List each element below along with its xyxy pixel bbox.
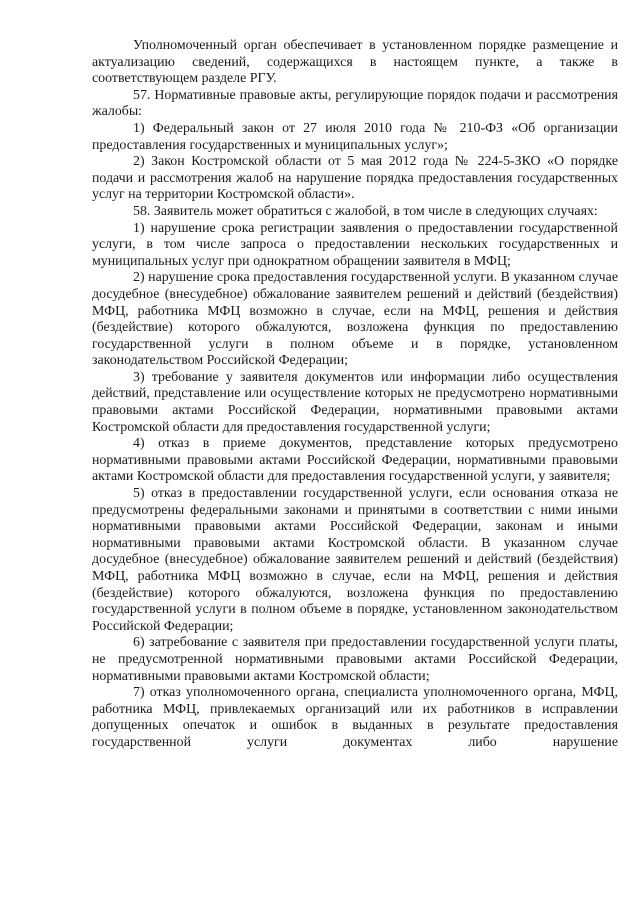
paragraph-58-item-2: 2) нарушение срока предоставления государственной услуги. В указанном случае досудебное (внесудебное) обжалование заявителем решений и действий (бездействия) МФЦ, работника МФЦ возможно в случае, если на МФЦ, решения и действия (бездействие) которого обжалуются, возложена функция по предоставлению государственной услуги в полном объеме и в порядке, установленном законодательством Российской Федерации; bbox=[92, 270, 618, 369]
paragraph-58-item-1: 1) нарушение срока регистрации заявления о предоставлении государственной услуги, в том числе запроса о предоставлении нескольких государственных и муниципальных услуг при однократном обращении заявителя в МФЦ; bbox=[92, 220, 618, 269]
paragraph-58-item-5: 5) отказ в предоставлении государственной услуги, если основания отказа не предусмотрены федеральными законами и принятыми в соответствии с ними иными нормативными правовыми актами Российской Федерации, законам и иными нормативными правовыми актами Костромской области. В указанном случае досудебное (внесудебное) обжалование заявителем решений и действий (бездействия) МФЦ, работника МФЦ возможно в случае, если на МФЦ, решения и действия (бездействие) которого обжалуются, возложена функция по предоставлению государственной услуги в полном объеме в порядке, установленном законодательством Российской Федерации; bbox=[92, 486, 618, 634]
paragraph-58-item-4: 4) отказ в приеме документов, представление которых предусмотрено нормативными правовыми актами Российской Федерации, нормативными правовыми актами Костромской области для предоставления государственной услуги, у заявителя; bbox=[92, 436, 618, 485]
document-body bbox=[92, 38, 618, 752]
paragraph-58-item-3: 3) требование у заявителя документов или информации либо осуществления действий, представление или осуществление которых не предусмотрено нормативными правовыми актами Российской Федерации, нормативными правовыми актами Костромской области для предоставления государственной услуги; bbox=[92, 369, 618, 435]
paragraph-58-item-6: 6) затребование с заявителя при предоставлении государственной услуги платы, не предусмотренной нормативными правовыми актами Российской Федерации, нормативными правовыми актами Костромской области; bbox=[92, 635, 618, 684]
paragraph-57-item-2: 2) Закон Костромской области от 5 мая 2012 года № 224-5-ЗКО «О порядке подачи и рассмотрения жалоб на нарушение порядка предоставления государственных услуг на территории Костромской области». bbox=[92, 154, 618, 203]
paragraph-58-heading: 58. Заявитель может обратиться с жалобой, в том числе в следующих случаях: bbox=[133, 203, 598, 219]
paragraph-rgu-publication: Уполномоченный орган обеспечивает в установленном порядке размещение и актуализацию сведений, содержащихся в настоящем пункте, а также в соответствующем разделе РГУ. bbox=[92, 38, 618, 87]
paragraph-58-item-7: 7) отказ уполномоченного органа, специалиста уполномоченного органа, МФЦ, работника МФЦ, привлекаемых организаций или их работников в исправлении допущенных опечаток и ошибок в выданных в результате предоставления государственной услуги документах либо нарушение bbox=[92, 685, 618, 750]
paragraph-57-heading: 57. Нормативные правовые акты, регулирующие порядок подачи и рассмотрения жалобы: bbox=[92, 87, 618, 120]
paragraph-57-item-1: 1) Федеральный закон от 27 июля 2010 года № 210-ФЗ «Об организации предоставления государственных и муниципальных услуг»; bbox=[92, 120, 618, 153]
